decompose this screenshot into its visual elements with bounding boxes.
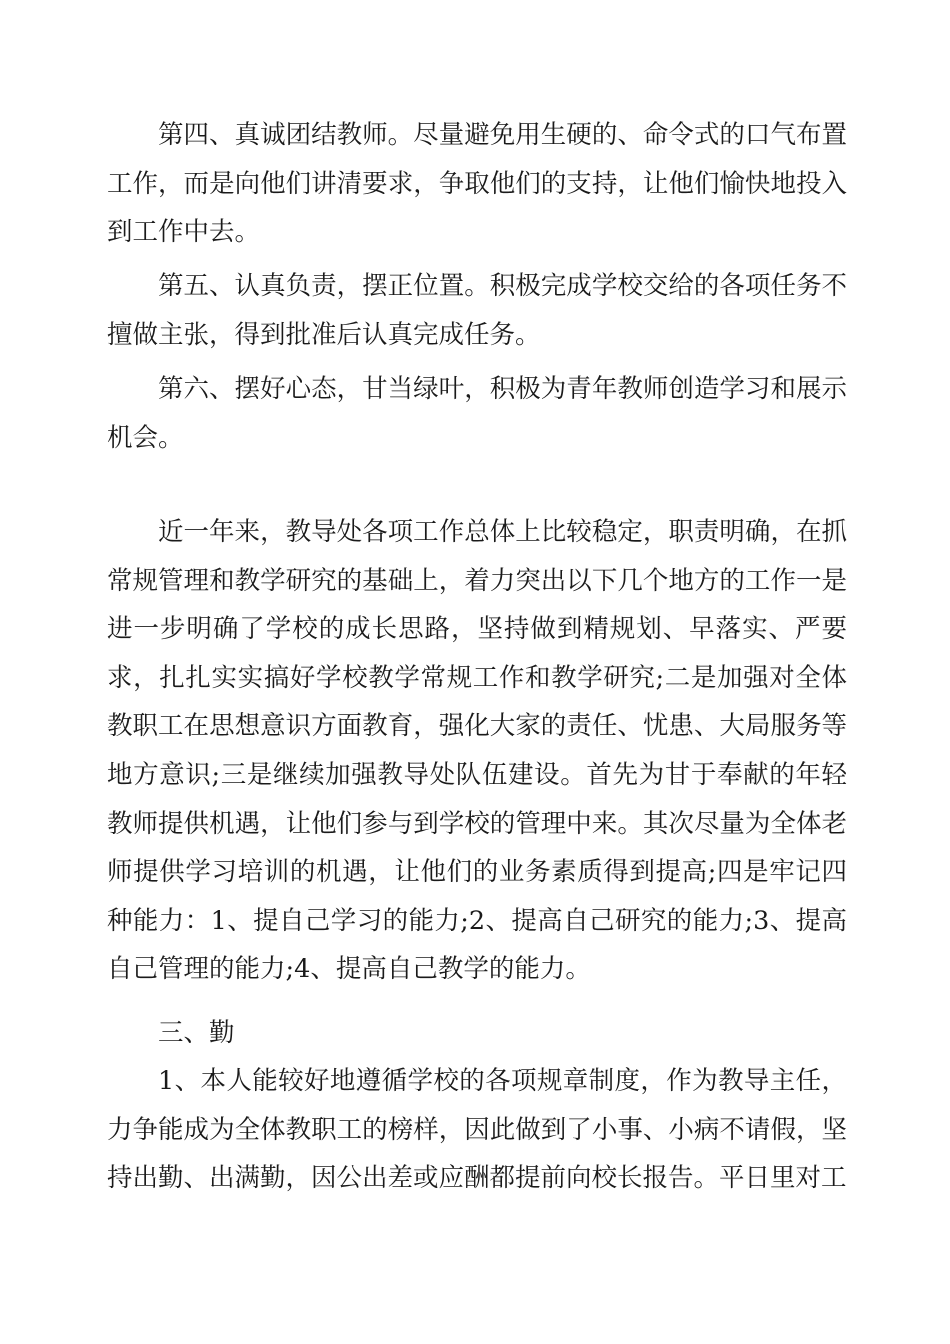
paragraph-item-five: 第五、认真负责，摆正位置。积极完成学校交给的各项任务不擅做主张，得到批准后认真完成任务。 [107, 271, 847, 350]
paragraph-item-six: 第六、摆好心态，甘当绿叶，积极为青年教师创造学习和展示机会。 [107, 374, 847, 453]
paragraph-work-summary: 近一年来，教导处各项工作总体上比较稳定，职责明确，在抓常规管理和教学研究的基础上，着力突出以下几个地方的工作一是进一步明确了学校的成长思路，坚持做到精规划、早落实、严要求，扎扎实实搞好学校教学常规工作和教学研究;二是加强对全体教职工在思想意识方面教育，强化大家的责任、忧患、大局服务等地方意识;三是继续加强教导处队伍建设。首先为甘于奉献的年轻教师提供机遇，让他们参与到学校的管理中来。其次尽量为全体老师提供学习培训的机遇，让他们的业务素质得到提高;四是牢记四种能力：1、提自己学习的能力;2、提高自己研究的能力;3、提高自己管理的能力;4、提高自己教学的能力。 [107, 517, 847, 985]
section-heading-diligence: 三、勤 [158, 1018, 235, 1048]
paragraph-attendance: 1、本人能较好地遵循学校的各项规章制度，作为教导主任，力争能成为全体教职工的榜样，因此做到了小事、小病不请假，坚持出勤、出满勤，因公出差或应酬都提前向校长报告。平日里对工 [107, 1066, 847, 1194]
paragraph-item-four: 第四、真诚团结教师。尽量避免用生硬的、命令式的口气布置工作，而是向他们讲清要求，争取他们的支持，让他们愉快地投入到工作中去。 [107, 120, 847, 248]
